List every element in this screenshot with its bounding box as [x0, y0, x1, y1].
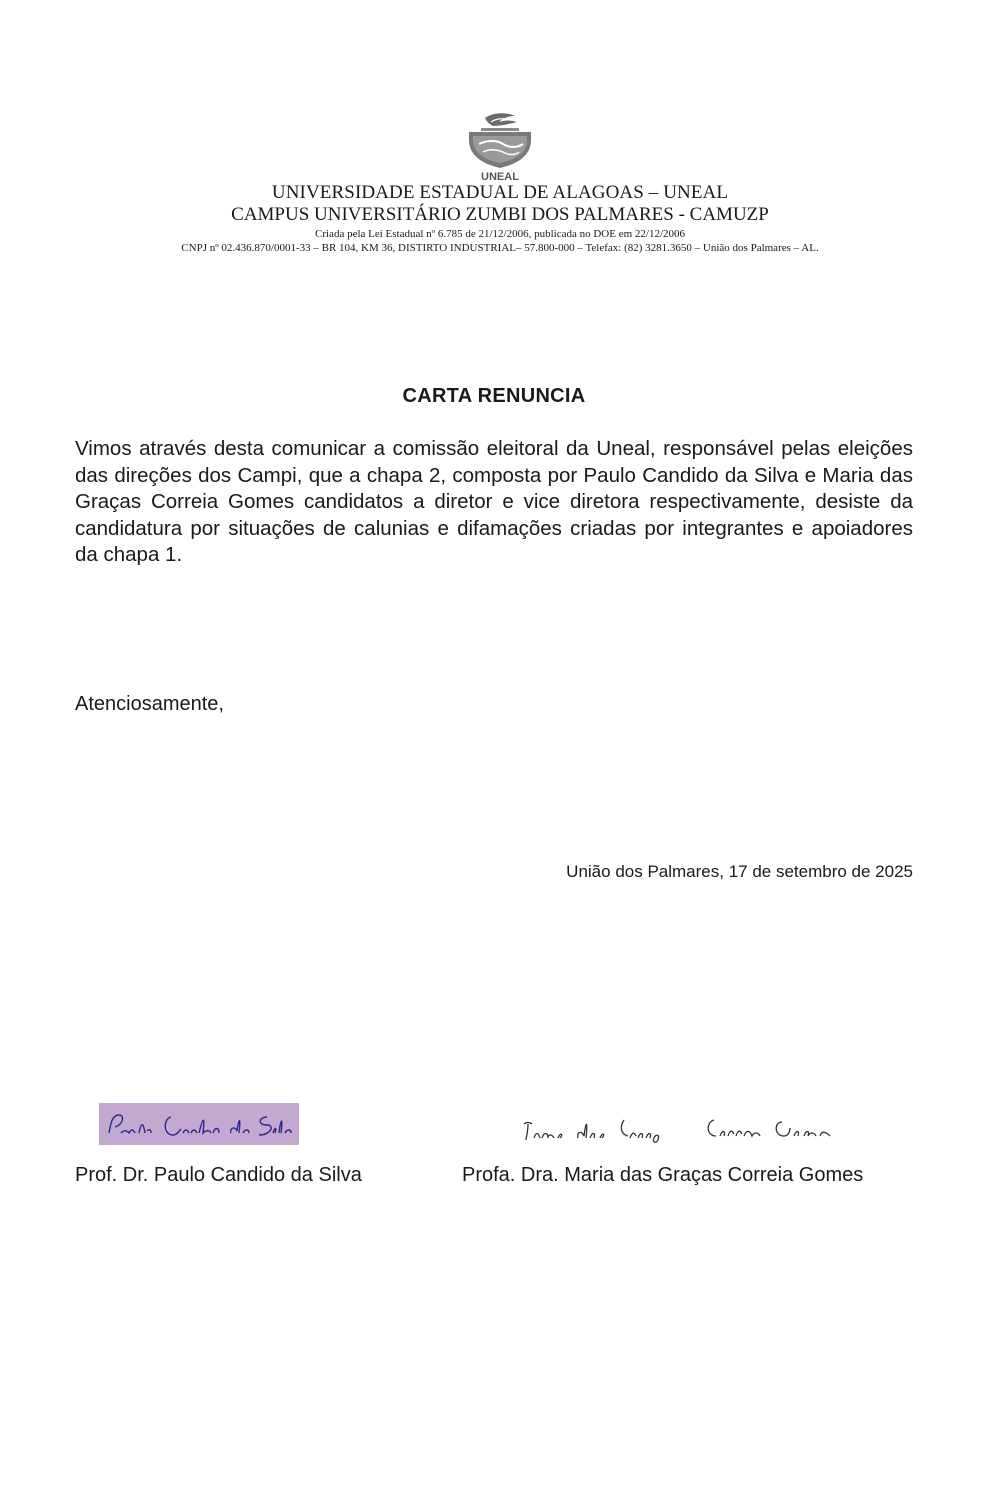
- campus-name: CAMPUS UNIVERSITÁRIO ZUMBI DOS PALMARES - CAMUZP: [231, 204, 769, 225]
- signer-name-maria: Profa. Dra. Maria das Graças Correia Gomes: [462, 1164, 864, 1186]
- document-title: CARTA RENUNCIA: [402, 385, 586, 407]
- closing-salutation: Atenciosamente,: [75, 693, 224, 715]
- uneal-logo: [463, 110, 537, 182]
- logo-wordmark: UNEAL: [481, 171, 519, 182]
- creation-law-line: Criada pela Lei Estadual nº 6.785 de 21/12/2006, publicada no DOE em 22/12/2006: [315, 228, 685, 240]
- signature-paulo-image: [99, 1103, 299, 1145]
- letter-body: Vimos através desta comunicar a comissão eleitoral da Uneal, responsável pelas eleições das direções dos Campi, que a chapa 2, composta por Paulo Candido da Silva e Maria das Graças Correia Gomes candidatos a diretor e vice diretora respectivamente, desiste da candidatura por situações de calunias e difamações criadas por integrantes e apoiadores da chapa 1.: [75, 437, 913, 566]
- contact-line: CNPJ nº 02.436.870/0001-33 – BR 104, KM 36, DISTIRTO INDUSTRIAL– 57.800-000 – Telefax: (82) 3281.3650 – União dos Palmares – AL.: [181, 242, 819, 254]
- letterhead: [0, 110, 1000, 255]
- place-and-date: União dos Palmares, 17 de setembro de 2025: [566, 862, 913, 881]
- signer-name-paulo: Prof. Dr. Paulo Candido da Silva: [75, 1164, 362, 1186]
- university-name: UNIVERSIDADE ESTADUAL DE ALAGOAS – UNEAL: [271, 182, 729, 203]
- signature-maria-image: [520, 1112, 840, 1148]
